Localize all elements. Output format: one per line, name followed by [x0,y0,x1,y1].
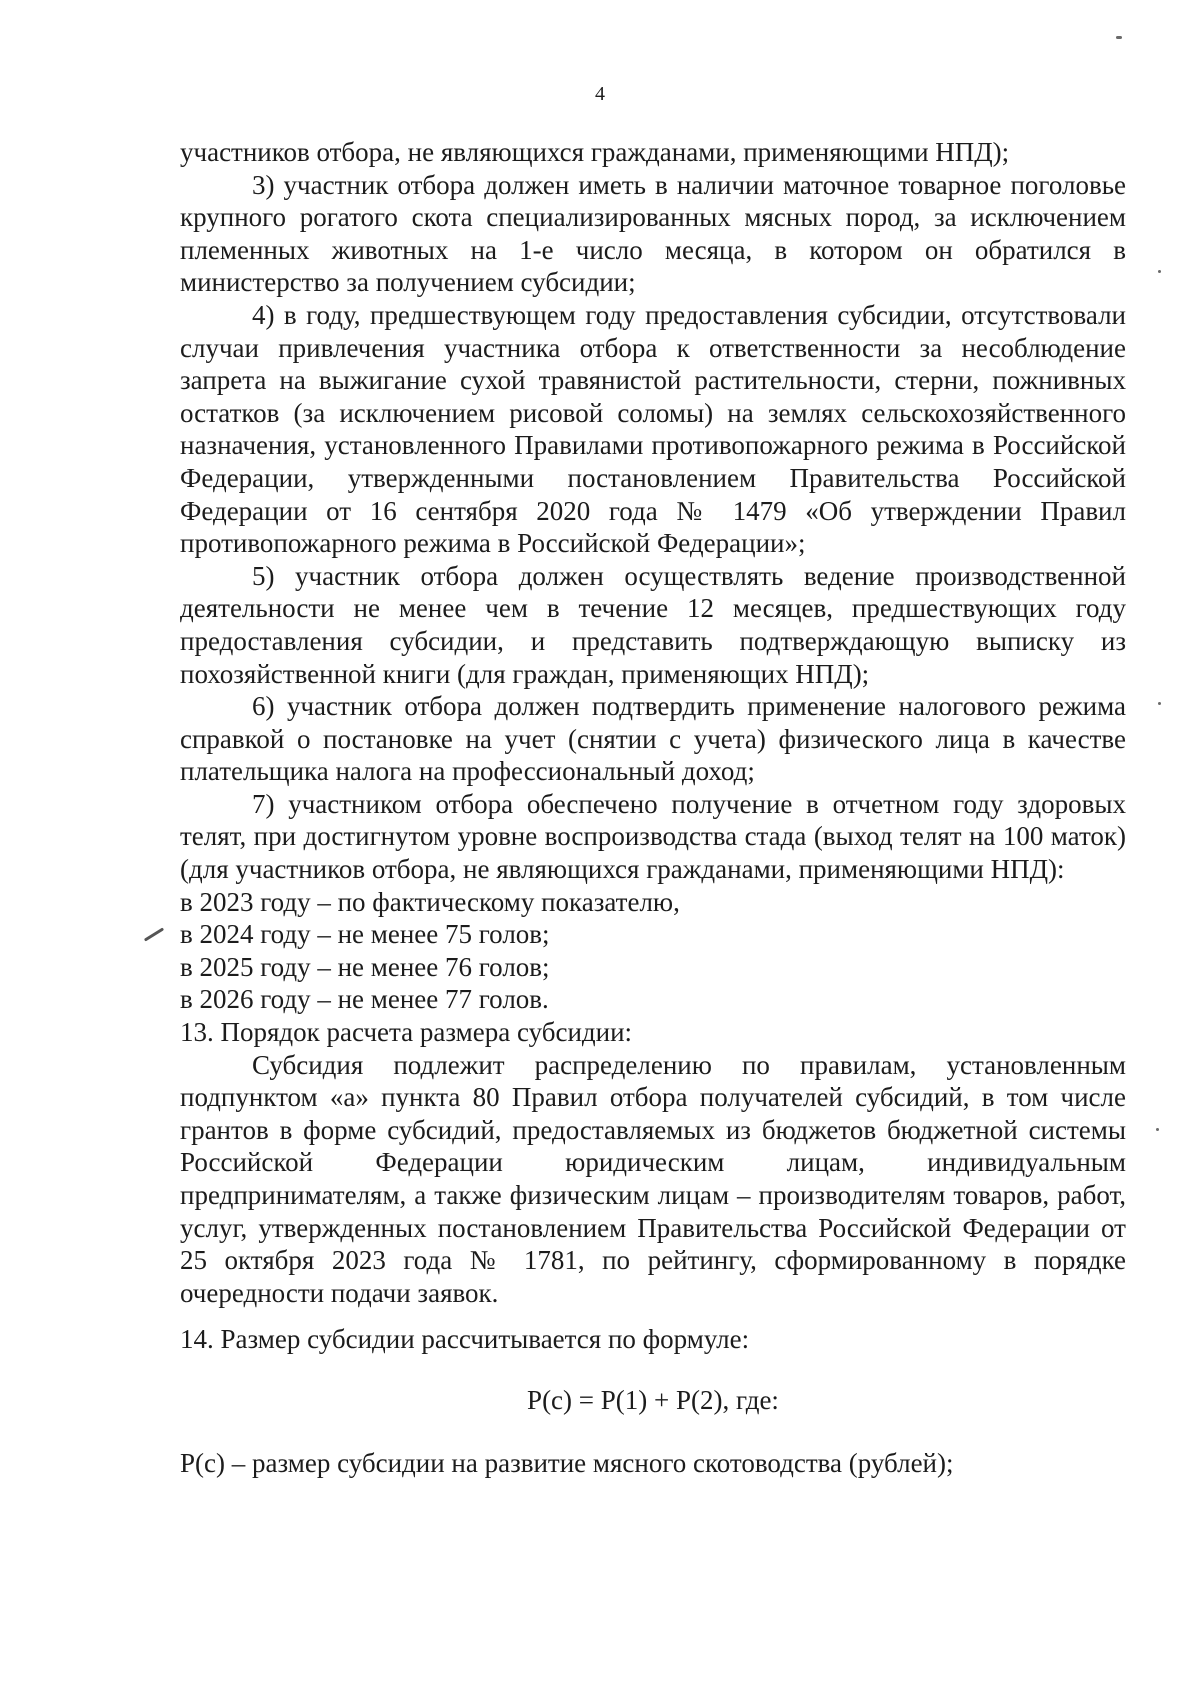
paragraph-item-3: 3) участник отбора должен иметь в наличии маточное товарное поголовье крупного рогатого скота специализированных мясных пород, за исключением племенных животных на 1-е число месяца, в котором он обратился в министерство за получением субсидии; [180,169,1126,298]
document-body [180,136,1126,1479]
formula-definition-pc: P(c) – размер субсидии на развитие мясного скотоводства (рублей); [180,1447,954,1478]
paragraph-subsidy-distribution: Субсидия подлежит распределению по правилам, установленным подпунктом «а» пункта 80 Правил отбора получателей субсидий, в том числе грантов в форме субсидий, предоставляемых из бюджетов бюджетной системы Российской Федерации юридическим лицам, индивидуальным предпринимателям, а также физическим лицам – производителям товаров, работ, услуг, утвержденных постановлением Правительства Российской Федерации от 25 октября 2023 года № 1781, по рейтингу, сформированному в порядке очередности подачи заявок. [180,1049,1126,1308]
year-2026-line: в 2026 году – не менее 77 голов. [180,984,549,1015]
paragraph-item-6: 6) участник отбора должен подтвердить применение налогового режима справкой о постановке на учет (снятии с учета) физического лица в качестве плательщика налога на профессиональный доход; [180,691,1126,787]
scan-speck [1156,1128,1159,1131]
scan-speck [1158,270,1161,273]
paragraph-item-7: 7) участником отбора обеспечено получение в отчетном году здоровых телят, при достигнутом уровне воспроизводства стада (выход телят на 100 маток) (для участников отбора, не являющихся гражданами, применяющими НПД): [180,788,1126,885]
year-2024-line: в 2024 году – не менее 75 голов; [180,919,550,950]
paragraph-item-5: 5) участник отбора должен осуществлять ведение производственной деятельности не менее чем в течение 12 месяцев, предшествующих году предоставления субсидии, и представить подтверждающую выписку из похозяйственной книги (для граждан, применяющих НПД); [180,560,1126,689]
page-number: 4 [595,83,605,105]
year-2025-line: в 2025 году – не менее 76 голов; [180,951,550,982]
formula: P(c) = P(1) + P(2), где: [527,1384,779,1415]
scan-speck [1116,36,1122,39]
year-2023-line: в 2023 году – по фактическому показателю, [180,886,680,917]
section-14-heading: 14. Размер субсидии рассчитывается по формуле: [180,1324,750,1355]
section-13-heading: 13. Порядок расчета размера субсидии: [180,1017,633,1048]
margin-tick-mark [144,927,164,941]
scan-speck [1158,702,1161,705]
paragraph-continuation: участников отбора, не являющихся гражданами, применяющими НПД); [180,137,1010,167]
paragraph-item-4: 4) в году, предшествующем году предоставления субсидии, отсутствовали случаи привлечения участника отбора к ответственности за несоблюдение запрета на выжигание сухой травянистой растительности, стерни, пожнивных остатков (за исключением рисовой соломы) на землях сельскохозяйственного назначения, установленного Правилами противопожарного режима в Российской Федерации, утвержденными постановлением Правительства Российской Федерации от 16 сентября 2020 года № 1479 «Об утверждении Правил противопожарного режима в Российской Федерации»; [180,299,1126,559]
